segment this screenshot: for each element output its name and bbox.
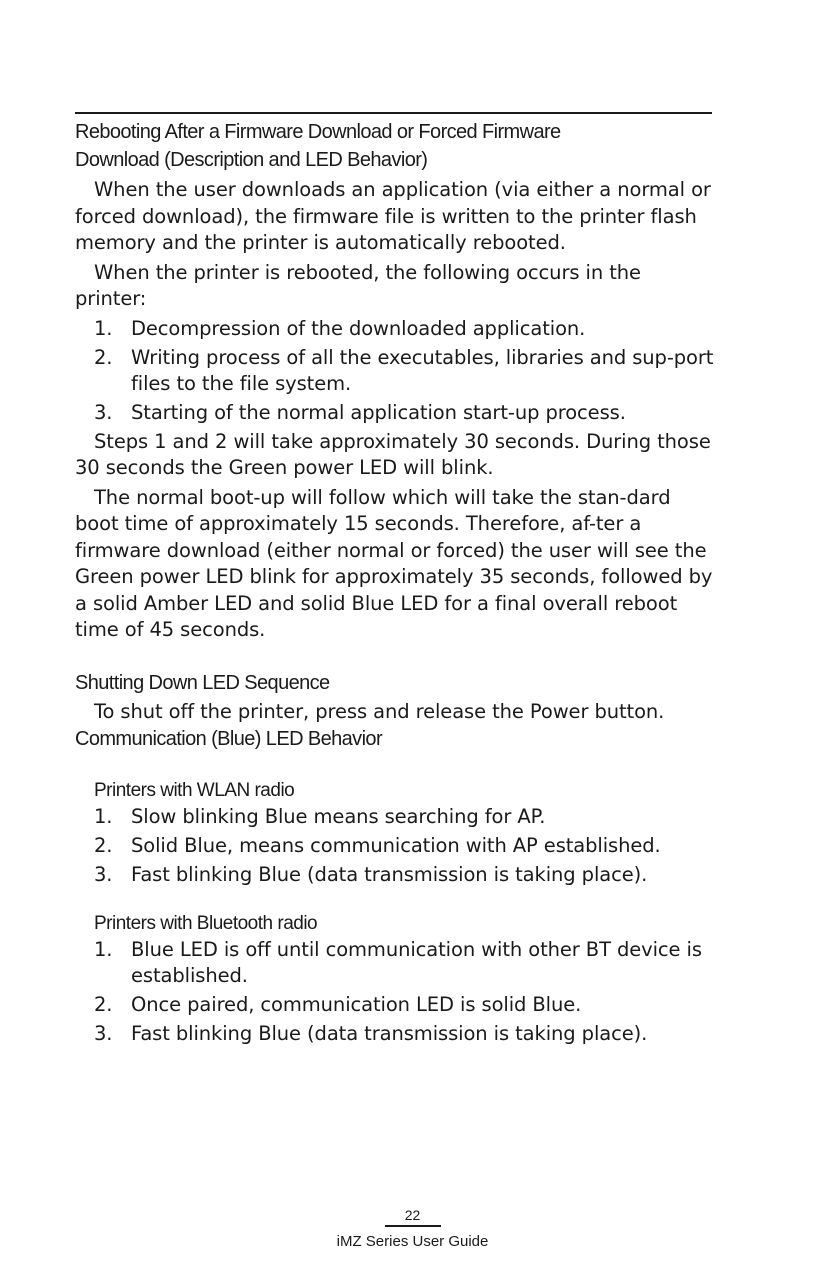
list-item-text: Starting of the normal application start-up process. <box>131 400 626 424</box>
list-item-number: 3. <box>94 400 113 424</box>
reboot-steps-list <box>75 316 715 426</box>
list-item-text: Solid Blue, means communication with AP established. <box>131 834 661 857</box>
header-rule <box>75 112 712 114</box>
section-title-communication-led: Communication (Blue) LED Behavior <box>75 728 383 750</box>
list-item-text: Decompression of the downloaded application. <box>131 316 586 340</box>
list-item-text: Blue LED is off until communication with other BT device is established. <box>131 938 702 987</box>
guide-title: iMZ Series User Guide <box>336 1233 489 1250</box>
list-item-number: 2. <box>94 993 113 1016</box>
paragraph: When the printer is rebooted, the following occurs in the printer: <box>75 260 641 310</box>
list-item <box>75 1021 715 1047</box>
list-item <box>75 345 715 397</box>
section-title-line-2: Download (Description and LED Behavior) <box>75 149 428 171</box>
list-item-number: 2. <box>94 834 113 857</box>
section-title-rebooting <box>75 118 715 174</box>
list-item-number: 2. <box>94 345 113 369</box>
list-item-number: 1. <box>94 316 113 340</box>
paragraph: When the user downloads an application (via either a normal or forced download), the firmware file is written to the printer flash memory and the printer is automatically rebooted. <box>75 178 711 254</box>
subsection-title-bluetooth: Printers with Bluetooth radio <box>94 913 318 934</box>
list-item-text: Fast blinking Blue (data transmission is taking place). <box>131 1022 648 1045</box>
page-number: 22 <box>385 1206 441 1227</box>
list-item-number: 1. <box>94 805 113 828</box>
list-item <box>75 833 715 859</box>
list-item <box>75 316 715 342</box>
paragraph: Steps 1 and 2 will take approximately 30 seconds. During those 30 seconds the Green power LED will blink. <box>75 429 711 479</box>
list-item-text: Slow blinking Blue means searching for AP. <box>131 805 546 828</box>
section-title-line-1: Rebooting After a Firmware Download or Forced Firmware <box>75 121 561 143</box>
list-item-text: Writing process of all the executables, libraries and sup-port files to the file system. <box>131 345 714 395</box>
list-item-number: 3. <box>94 1022 113 1045</box>
list-item <box>75 804 715 830</box>
list-item <box>75 862 715 888</box>
list-item <box>75 400 715 426</box>
page-content <box>75 118 715 1050</box>
list-item-text: Once paired, communication LED is solid Blue. <box>131 993 582 1016</box>
paragraph: To shut off the printer, press and release the Power button. <box>94 699 665 723</box>
wlan-led-list <box>75 804 715 888</box>
list-item-number: 3. <box>94 863 113 886</box>
bluetooth-led-list <box>75 937 715 1047</box>
list-item <box>75 992 715 1018</box>
list-item-number: 1. <box>94 938 113 961</box>
page-footer <box>0 1206 825 1253</box>
list-item-text: Fast blinking Blue (data transmission is taking place). <box>131 863 648 886</box>
list-item <box>75 937 715 989</box>
section-title-shutting-down: Shutting Down LED Sequence <box>75 671 330 694</box>
paragraph: The normal boot-up will follow which will take the stan-dard boot time of approximately 15 seconds. Therefore, af-ter a firmware download (either normal or forced) the user will see the Green power LED blink for approximately 35 seconds, followed by a solid Amber LED and solid Blue LED for a final overall reboot time of 45 seconds. <box>75 485 713 641</box>
subsection-title-wlan: Printers with WLAN radio <box>94 780 295 801</box>
